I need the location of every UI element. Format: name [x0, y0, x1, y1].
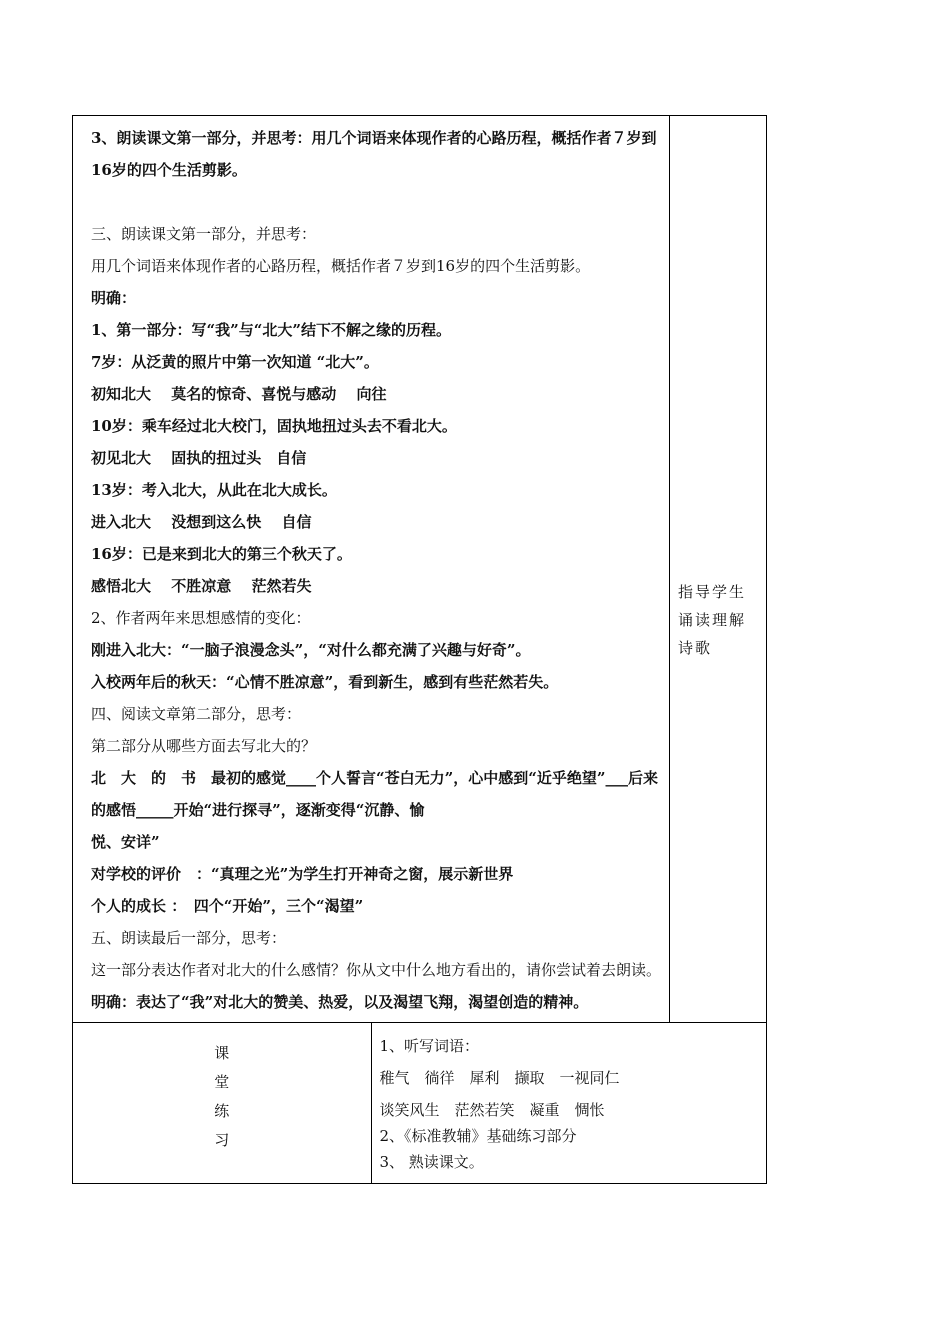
section-5-prompt: 这一部分表达作者对北大的什么感情？你从文中什么地方看出的，请你尝试着去朗读。: [91, 961, 662, 979]
feeling-change-heading: 2、作者两年来思想感情的变化：: [91, 609, 311, 627]
exercise-content-cell: [371, 1023, 767, 1184]
exercise-words-2: 谈笑风生 茫然若笑 凝重 惆怅: [379, 1101, 605, 1119]
teaching-note-line: 诗歌: [678, 639, 713, 657]
part-1-summary: 1、第一部分：写“我”与“北大”结下不解之缘的历程。: [91, 321, 451, 339]
lesson-row: [73, 116, 767, 1023]
section-5-answer: 明确：表达了“我”对北大的赞美、热爱，以及渴望飞翔，渴望创造的精神。: [91, 993, 589, 1011]
age-13-line: 13岁：考入北大，从此在北大成长。: [91, 481, 337, 499]
age-7-line: 7岁：从泛黄的照片中第一次知道 “北大”。: [91, 353, 379, 371]
exercise-workbook: 2、《标准教辅》基础练习部分: [379, 1127, 577, 1145]
section-4-prompt: 第二部分从哪些方面去写北大的？: [91, 737, 317, 755]
exercise-dictation-heading: 1、听写词语：: [379, 1037, 480, 1055]
section-3-heading: 三、朗读课文第一部分，并思考：: [91, 225, 317, 243]
age-10-line: 10岁：乘车经过北大校门，固执地扭过头去不看北大。: [91, 417, 457, 435]
exercise-label-cell: [73, 1023, 372, 1184]
exercise-label-char: 堂: [214, 1073, 230, 1091]
lesson-table: [72, 115, 767, 1184]
age-16-line: 16岁：已是来到北大的第三个秋天了。: [91, 545, 352, 563]
age-10-keywords: 初见北大 固执的扭过头 自信: [91, 449, 307, 467]
exercise-reading: 3、 熟读课文。: [379, 1153, 484, 1171]
answer-label: 明确：: [91, 289, 137, 307]
section-5-heading: 五、朗读最后一部分，思考：: [91, 929, 287, 947]
school-evaluation: 对学校的评价 ：“真理之光”为学生打开神奇之窗，展示新世界: [91, 865, 514, 883]
age-13-keywords: 进入北大 没想到这么快 自信: [91, 513, 312, 531]
question-3: 3、朗读课文第一部分，并思考：用几个词语来体现作者的心路历程，概括作者７岁到16岁的四个生活剪影。: [91, 129, 657, 179]
exercise-label: [73, 1023, 371, 1155]
exercise-label-char: 练: [214, 1102, 230, 1120]
section-4-heading: 四、阅读文章第二部分，思考：: [91, 705, 302, 723]
feeling-first-entry: 刚进入北大：“一脑子浪漫念头”，“对什么都充满了兴趣与好奇”。: [91, 641, 531, 659]
teaching-note-cell: [670, 116, 767, 1023]
teaching-note-line: 诵读理解: [678, 611, 747, 629]
exercise-label-char: 习: [214, 1131, 230, 1149]
exercise-row: [73, 1023, 767, 1184]
teaching-note: [670, 116, 766, 662]
books-analysis-end: 悦、安详”: [91, 833, 160, 851]
feeling-two-years: 入校两年后的秋天：“心情不胜凉意”，看到新生，感到有些茫然若失。: [91, 673, 559, 691]
personal-growth: 个人的成长 ： 四个“开始”，三个“渴望”: [91, 897, 364, 915]
lesson-content-cell: [73, 116, 670, 1023]
age-7-keywords: 初知北大 莫名的惊奇、喜悦与感动 向往: [91, 385, 387, 403]
teaching-note-line: 指导学生: [678, 583, 747, 601]
books-analysis: 北 大 的 书 最初的感觉____个人誓言“苍白无力”，心中感到“近乎绝望”___后来的感悟_____开始“进行探寻”，逐渐变得“沉静、愉: [91, 769, 659, 819]
age-16-keywords: 感悟北大 不胜凉意 茫然若失: [91, 577, 312, 595]
exercise-label-char: 课: [214, 1044, 230, 1062]
exercise-words-1: 稚气 徜徉 犀利 撷取 一视同仁: [379, 1069, 620, 1087]
section-3-prompt: 用几个词语来体现作者的心路历程，概括作者７岁到16岁的四个生活剪影。: [91, 257, 591, 275]
